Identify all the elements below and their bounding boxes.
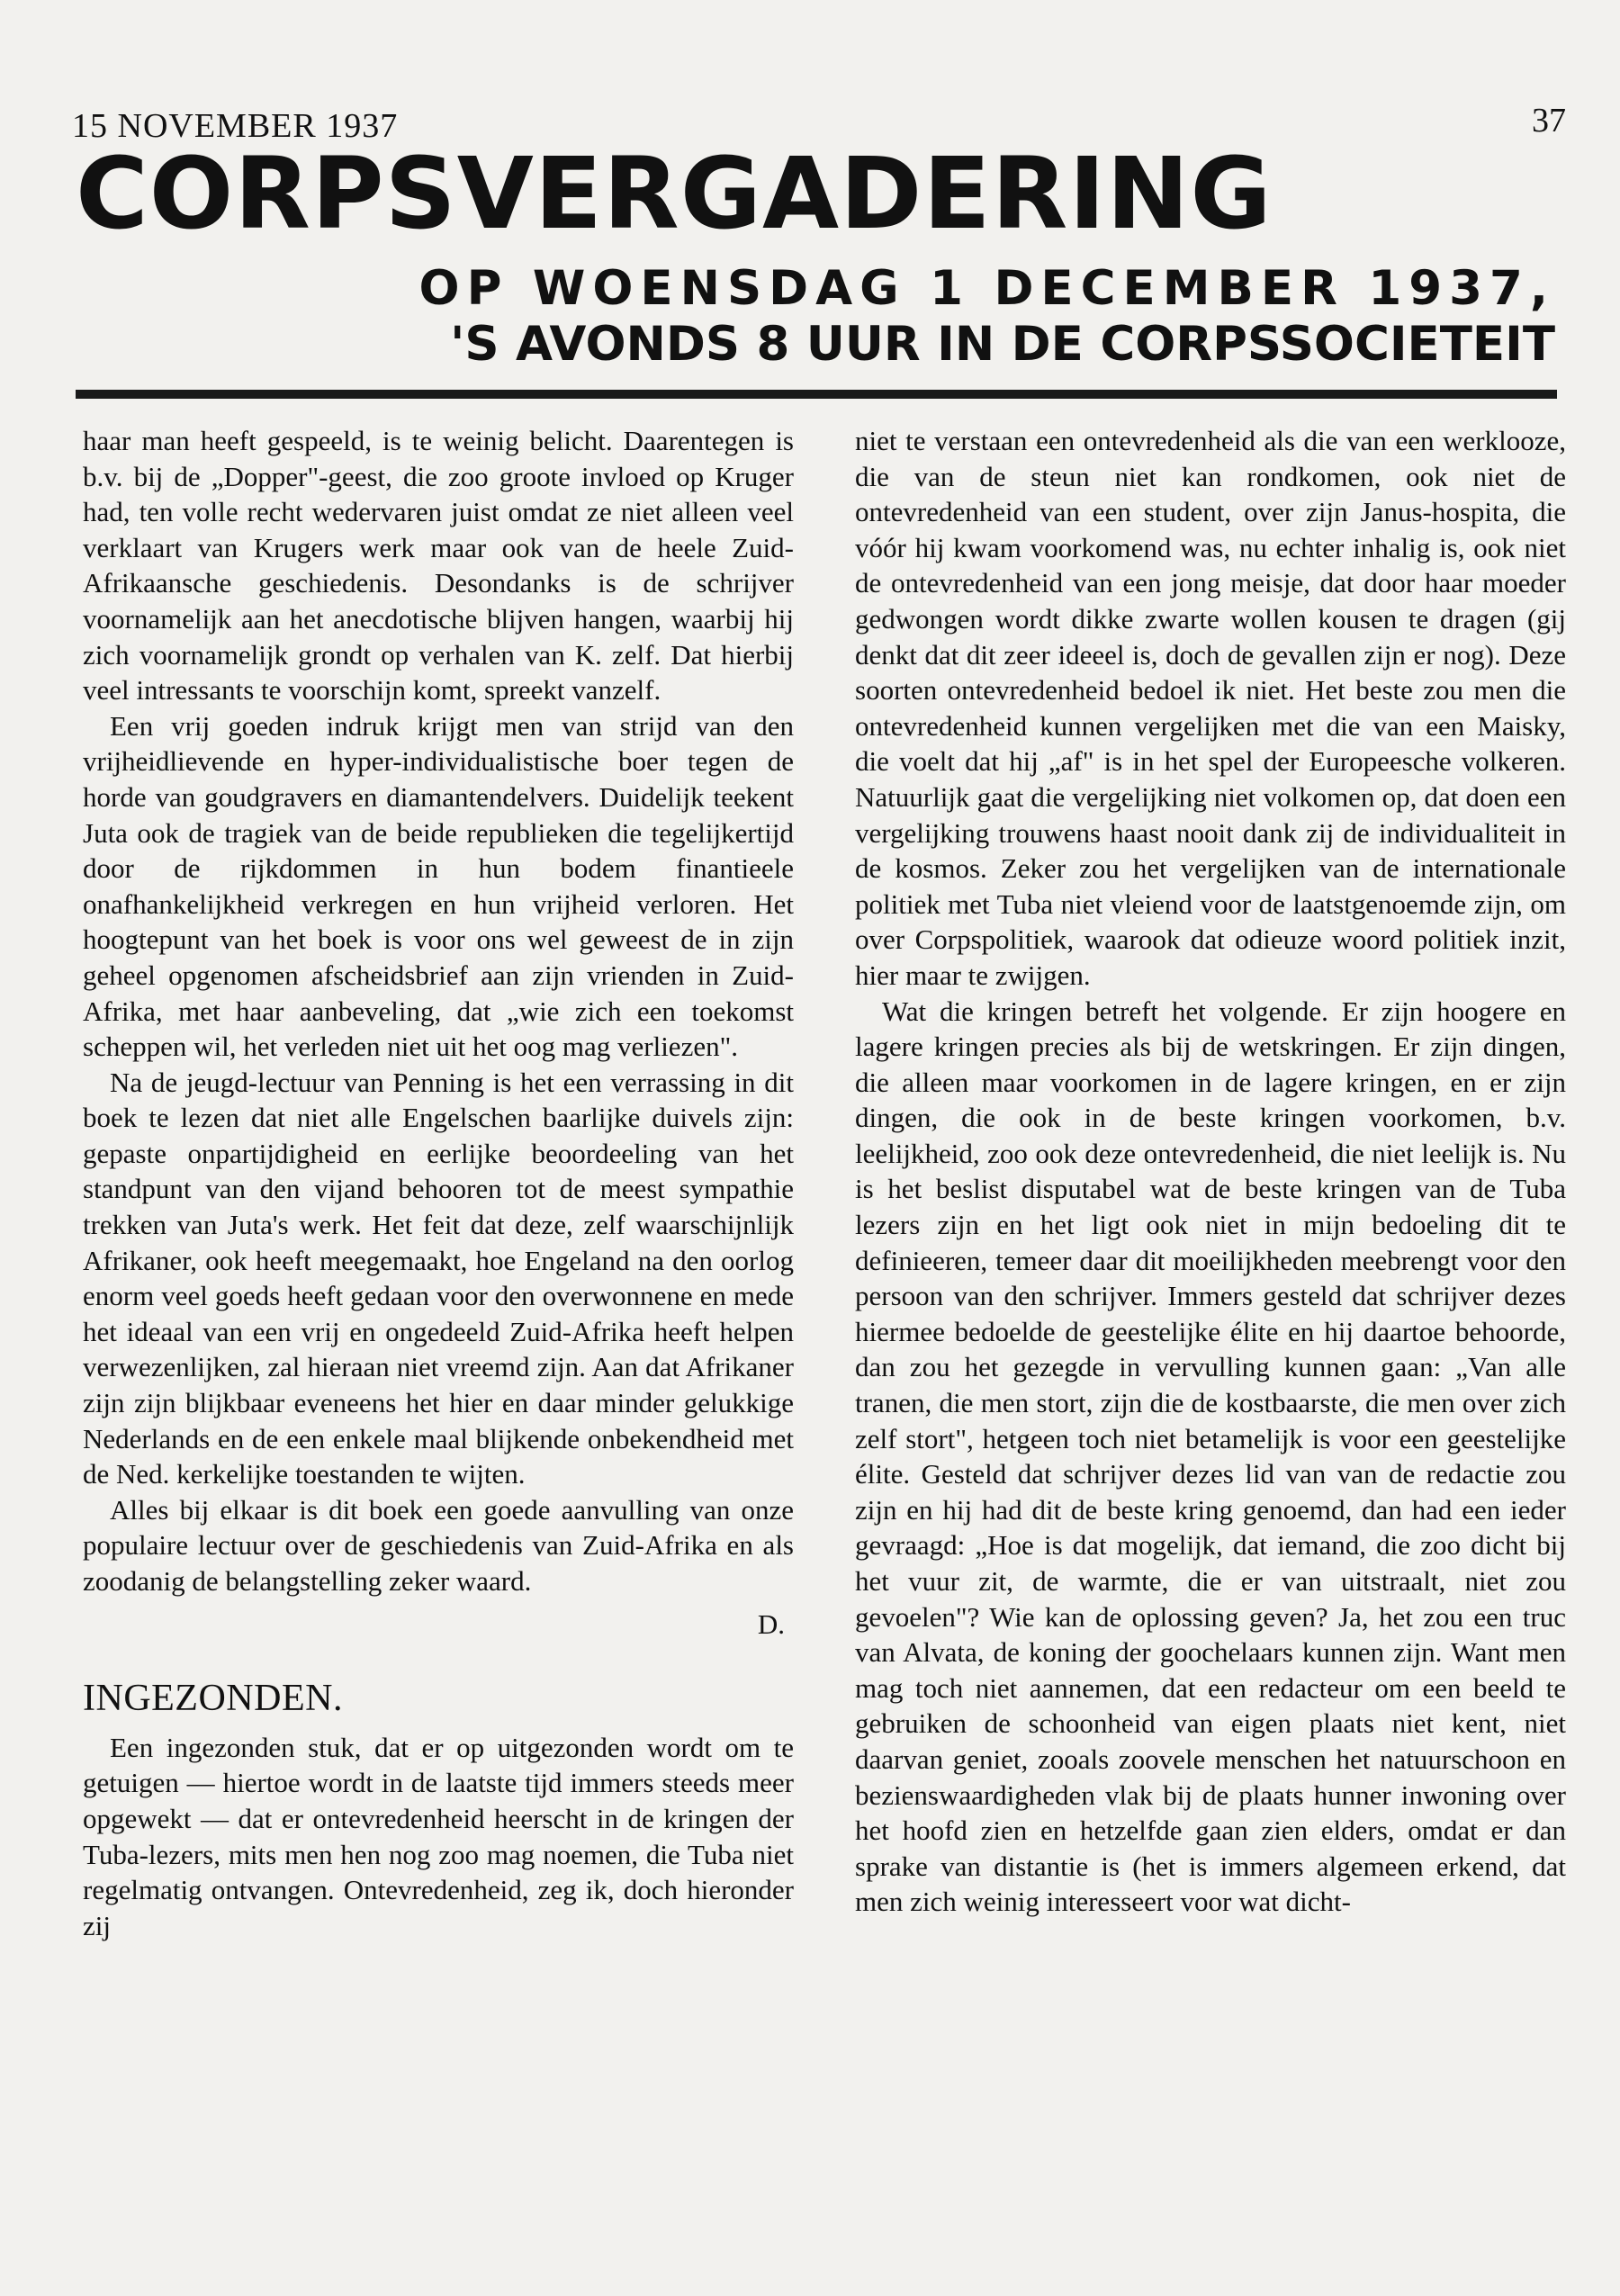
right-paragraph-1: niet te verstaan een ontevredenheid als die van een werklooze, die van de steun niet kan rondkomen, ook niet de ontevredenheid van een student, over zijn Janus-hospita, die vóór hij kwam voorkomend was, nu echter inhalig is, ook niet de ontevredenheid van een jong meisje, dat door haar moeder gedwongen wordt dikke zwarte wollen kousen te dragen (gij denkt dat dit zeer ideeel is, doch de gevallen zijn er nog). Deze soorten ontevredenheid bedoel ik niet. Het beste zou men die ontevredenheid kunnen vergelijken met die van een Maisky, die voelt dat hij „af" is in het spel der Europeesche volkeren. Natuurlijk gaat die vergelijking niet volkomen op, dat doen een vergelijking trouwens haast nooit dank zij de individualiteit in de kosmos. Zeker zou het vergelijken van de internationale politiek met Tuba niet vleiend voor de laatstgenoemde zijn, om over Corpspolitiek, waarook dat odieuze woord politiek inzit, hier maar te zwijgen.	[855, 425, 1566, 991]
section-title: INGEZONDEN.	[83, 1678, 343, 1720]
subtitle-line-1: OP WOENSDAG 1 DECEMBER 1937,	[418, 261, 1555, 316]
headline-subtitle	[419, 261, 1555, 373]
left-paragraph-3: Na de jeugd-lectuur van Penning is het een verrassing in dit boek te lezen dat niet alle Engelschen baarlijke duivels zijn: gepaste onpartijdigheid en eerlijke beoordeeling van het standpunt van den vijand behooren tot de meest sympathie trekken van Juta's werk. Het feit dat deze, zelf waarschijnlijk Afrikaner, ook heeft meegemaakt, hoe Engeland na den oorlog enorm veel goeds heeft gedaan voor den overwonnene en mede het ideaal van een vrij en ongedeeld Zuid-Afrika heeft helpen verwezenlijken, zal hieraan niet vreemd zijn. Aan dat Afrikaner zijn zijn blijkbaar eveneens het hier en daar minder gelukkige Nederlands en de een enkele maal blijkende onbekendheid met de Ned. kerkelijke toestanden te wijten.	[83, 1066, 794, 1490]
subtitle-line-2: 'S AVONDS 8 UUR IN DE CORPSSOCIETEIT	[450, 317, 1555, 372]
left-paragraph-2: Een vrij goeden indruk krijgt men van strijd van den vrijheidlievende en hyper-individualistische boer tegen de horde van goudgravers en diamantendelvers. Duidelijk teekent Juta ook de tragiek van de beide republieken die tegelijkertijd door de rijkdommen in hun bodem finantieele onafhankelijkheid verkregen en hun vrijheid verloren. Het hoogtepunt van het boek is voor ons wel geweest de in zijn geheel opgenomen afscheidsbrief aan zijn vrienden in Zuid-Afrika, met haar aanbeveling, dat „wie zich een toekomst scheppen wil, het verleden niet uit het oog mag verliezen".	[83, 709, 794, 1063]
headline-title: CORPSVERGADERING	[76, 136, 1273, 251]
header-divider	[76, 390, 1557, 399]
left-paragraph-4: Alles bij elkaar is dit boek een goede aanvulling van onze populaire lectuur over de geschiedenis van Zuid-Afrika en als zoodanig de belangstelling zeker waard.	[83, 1493, 794, 1597]
article-signature: D.	[757, 1607, 785, 1640]
left-column	[83, 423, 794, 2259]
page-number: 37	[1532, 102, 1566, 140]
right-paragraph-2: Wat die kringen betreft het volgende. Er zijn hoogere en lagere kringen precies als bij de wetskringen. Er zijn dingen, die alleen maar voorkomen in de lagere kringen, en er zijn dingen, die ook in de beste kringen voorkomen, b.v. leelijkheid, zoo ook deze ontevredenheid, die niet leelijk is. Nu is het beslist disputabel wat de beste kringen van de Tuba lezers zijn en het ligt ook niet in mijn bedoeling dit te definieeren, temeer daar dit moeilijkheden meebrengt voor den persoon van den schrijver. Immers gesteld dat schrijver dezes hiermee bedoelde de geestelijke élite en hij daartoe behoorde, dan zou het gezegde in vervulling kunnen gaan: „Van alle tranen, die men stort, zijn die de kostbaarste, die men over zich zelf stort", hetgeen toch niet betamelijk is voor een geestelijke élite. Gesteld dat schrijver dezes lid van van de redactie zou zijn en hij had dit de beste kring genoemd, dan had een ieder gevraagd: „Hoe is dat mogelijk, dat iemand, die zoo dicht bij het vuur zit, de warmte, die er van uitstraalt, niet zou gevoelen"? Wie kan de oplossing geven? Ja, het zou een truc van Alvata, de koning der goochelaars kunnen zijn. Want men mag toch niet aannemen, dat een redacteur om een beeld te gebruiken de schoonheid van eigen plaats niet kent, niet daarvan geniet, zooals zoovele menschen het natuurschoon en bezienswaardigheden vlak bij de plaats hunner inwoning over het hoofd zien en hetzelfde gaan zien elders, omdat er dan sprake van distantie is (het is immers algemeen erkend, dat men zich weinig interesseert voor wat dicht-	[855, 995, 1566, 1918]
left-paragraph-1: haar man heeft gespeeld, is te weinig belicht. Daarentegen is b.v. bij de „Dopper"-geest, die zoo groote invloed op Kruger had, ten volle recht wedervaren juist omdat ze niet alleen veel verklaart van Krugers werk maar ook van de heele Zuid-Afrikaansche geschiedenis. Desondanks is de schrijver voornamelijk aan het anecdotische blijven hangen, waarbij hij zich voornamelijk grondt op verhalen van K. zelf. Dat hierbij veel intressants te voorschijn komt, spreekt vanzelf.	[83, 425, 794, 707]
right-column	[855, 423, 1566, 2259]
issue-date: 15 NOVEMBER 1937	[72, 107, 399, 145]
section-paragraph: Een ingezonden stuk, dat er op uitgezonden wordt om te getuigen — hiertoe wordt in de laatste tijd immers steeds meer opgewekt — dat er ontevredenheid heerscht in de kringen der Tuba-lezers, mits men hen nog zoo mag noemen, die Tuba niet regelmatig ontvangen. Ontevredenheid, zeg ik, doch hieronder zij	[83, 1731, 794, 1941]
